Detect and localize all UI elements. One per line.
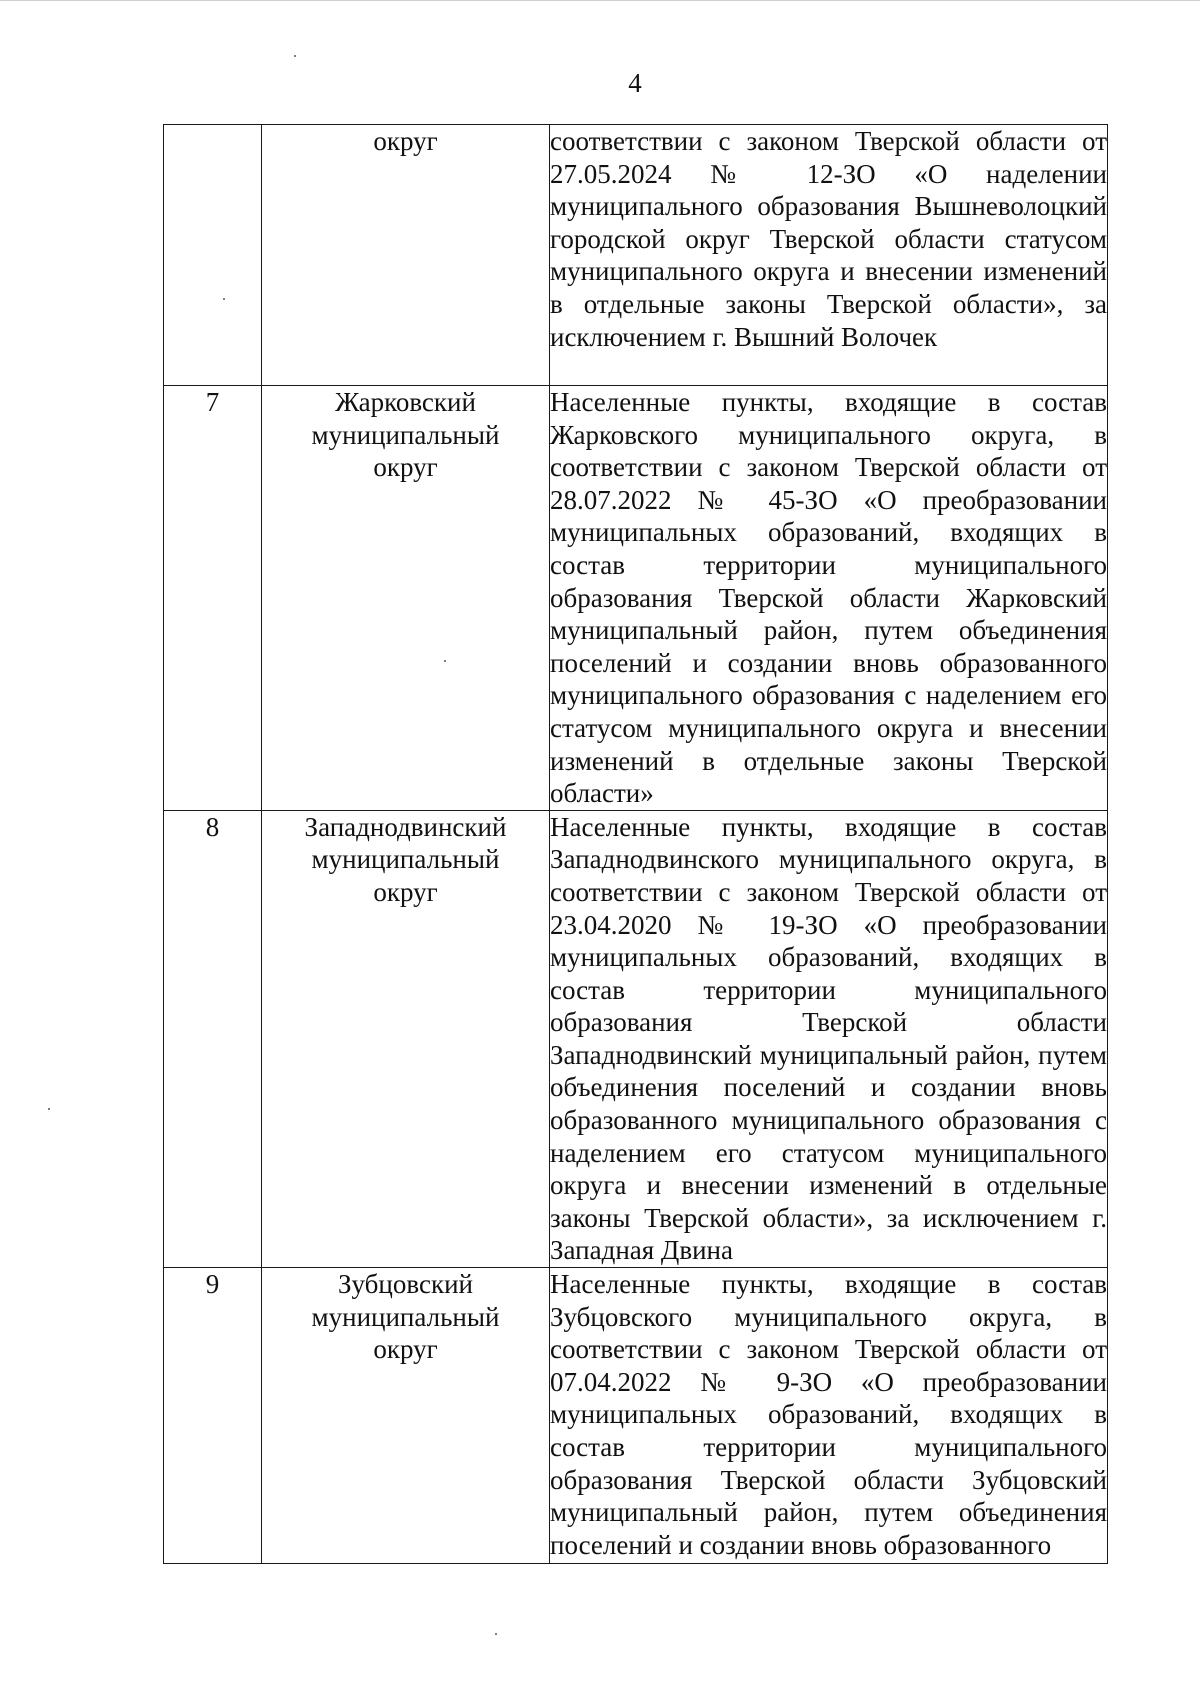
scan-speck (48, 1108, 50, 1110)
municipality-name-line: округ (373, 452, 438, 483)
row-number (164, 125, 262, 386)
table-row (164, 810, 1108, 1267)
scan-top-edge (0, 0, 1200, 1)
row-number: 8 (164, 810, 262, 1267)
municipality-description: соответствии с законом Тверской области от 27.05.2024 № 12-ЗО «О наделении муниципального образования Вышневолоцкий городской округ Тверской области статусом муниципального округа и внесении изменений в отдельные законы Тверской области», за исключением г. Вышний Волочек (550, 125, 1108, 386)
municipality-name-line: округ (373, 126, 438, 156)
scan-speck (294, 55, 296, 57)
municipality-name-line: муниципальный (311, 844, 500, 875)
municipality-name-line: муниципальный (311, 1301, 500, 1332)
scan-speck (495, 1633, 497, 1635)
table-row (164, 1268, 1108, 1564)
municipality-name-line: округ (373, 1334, 438, 1365)
scan-speck (444, 660, 446, 662)
municipality-name-line: Жарковский (335, 387, 476, 417)
table-row (164, 125, 1108, 386)
row-number: 7 (164, 386, 262, 811)
municipality-description: Населенные пункты, входящие в состав Западнодвинского муниципального округа, в соответствии с законом Тверской области от 23.04.2020 № 19-ЗО «О преобразовании муниципальных образований, входящих в состав территории муниципального образования Тверской области Западнодвинский муниципальный район, путем объединения поселений и создании вновь образованного муниципального образования с наделением его статусом муниципального округа и внесении изменений в отдельные законы Тверской области», за исключением г. Западная Двина (550, 810, 1108, 1267)
municipalities-table (163, 124, 1108, 1564)
row-number: 9 (164, 1268, 262, 1564)
municipality-name-line: Западнодвинский (304, 811, 507, 842)
page-number: 4 (628, 68, 642, 98)
table-row (164, 386, 1108, 811)
municipality-description: Населенные пункты, входящие в состав Жарковского муниципального округа, в соответствии с законом Тверской области от 28.07.2022 № 45-ЗО «О преобразовании муниципальных образований, входящих в состав территории муниципального образования Тверской области Жарковский муниципальный район, путем объединения поселений и создании вновь образованного муниципального образования с наделением его статусом муниципального округа и внесении изменений в отдельные законы Тверской области» (550, 386, 1108, 811)
municipality-name-line: муниципальный (311, 419, 500, 450)
municipality-name-line: округ (373, 876, 438, 907)
municipality-name (262, 810, 550, 1267)
municipality-name (262, 1268, 550, 1564)
municipality-name (262, 125, 550, 386)
municipality-name-line: Зубцовский (338, 1269, 473, 1300)
municipality-description: Населенные пункты, входящие в состав Зубцовского муниципального округа, в соответствии с законом Тверской области от 07.04.2022 № 9-ЗО «О преобразовании муниципальных образований, входящих в состав территории муниципального образования Тверской области Зубцовский муниципальный район, путем объединения поселений и создании вновь образованного (550, 1268, 1108, 1564)
municipality-name (262, 386, 550, 811)
scan-speck (223, 298, 225, 300)
